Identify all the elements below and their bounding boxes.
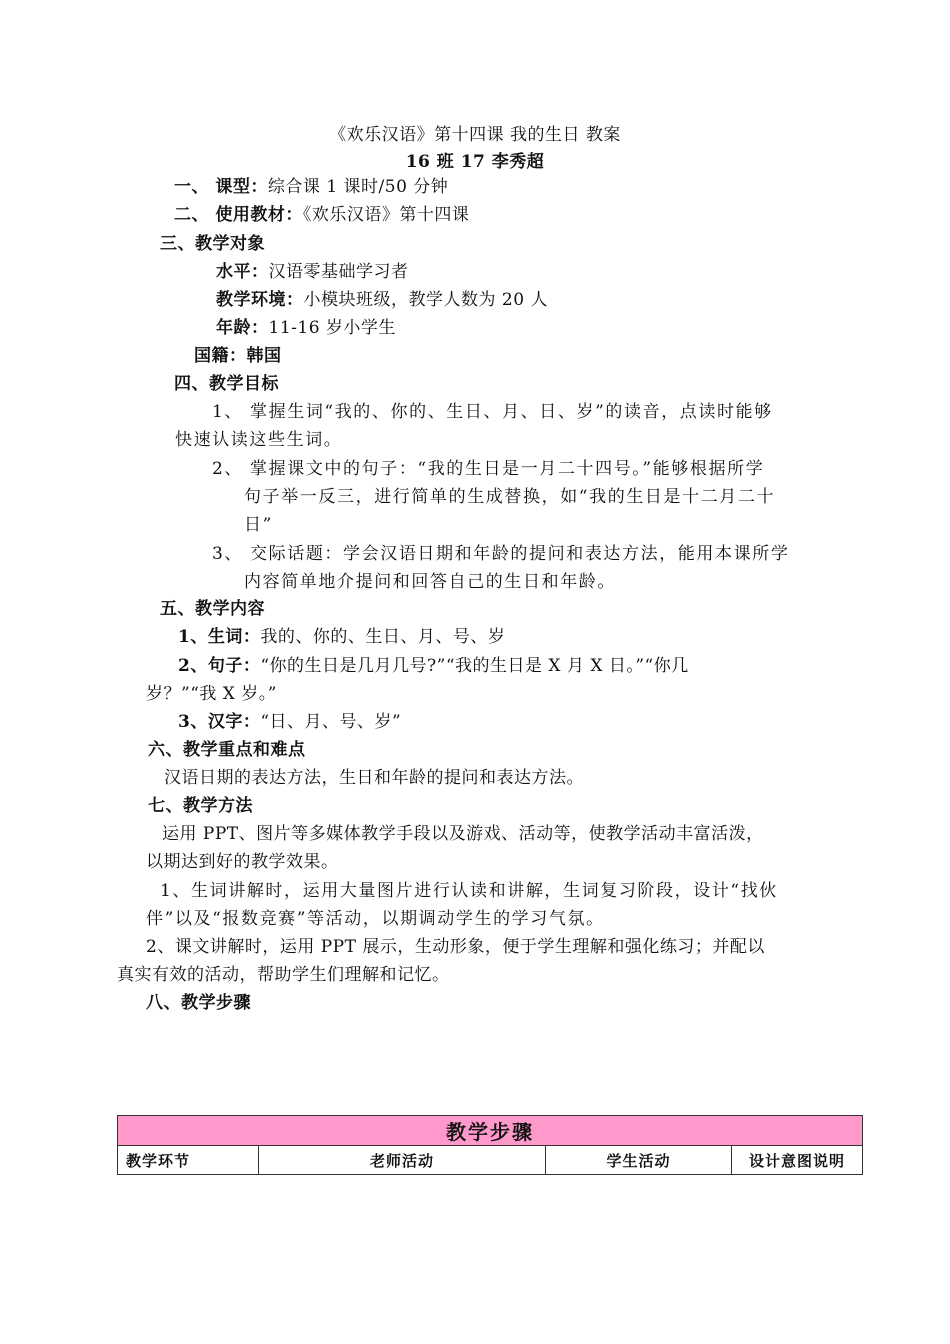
column-header-student: 学生活动 bbox=[546, 1146, 732, 1175]
nationality-line: 国籍：韩国 bbox=[194, 346, 282, 366]
content-3-label: 3、汉字： bbox=[178, 712, 261, 732]
section-6-text: 汉语日期的表达方法，生日和年龄的提问和表达方法。 bbox=[164, 768, 584, 788]
level-text: 汉语零基础学习者 bbox=[268, 262, 409, 282]
section-2-label: 二、 使用教材： bbox=[174, 205, 303, 225]
goal-2-line-1: 2、 掌握课文中的句子：“我的生日是一月二十四号。”能够根据所学 bbox=[212, 459, 765, 479]
content-2 bbox=[178, 655, 689, 677]
content-2-line-2: 岁？”“我 X 岁。” bbox=[146, 684, 277, 704]
section-1-text: 综合课 1 课时/50 分钟 bbox=[267, 177, 449, 197]
goal-1-line-2: 快速认读这些生词。 bbox=[175, 430, 343, 450]
level-label: 水平： bbox=[216, 262, 269, 282]
method-line-2: 以期达到好的教学效果。 bbox=[146, 852, 339, 872]
section-7-heading: 七、教学方法 bbox=[148, 796, 253, 816]
method-1-line-2: 伴”以及“报数竞赛”等活动，以期调动学生的学习气氛。 bbox=[146, 909, 605, 929]
section-8-heading: 八、教学步骤 bbox=[146, 993, 251, 1013]
age-label: 年龄： bbox=[216, 318, 269, 338]
goal-2-line-2: 句子举一反三，进行简单的生成替换，如“我的生日是十二月二十 bbox=[244, 487, 776, 507]
section-6-heading: 六、教学重点和难点 bbox=[148, 740, 306, 760]
content-2-label: 2、句子： bbox=[178, 656, 261, 676]
section-5-heading: 五、教学内容 bbox=[160, 599, 265, 619]
content-1 bbox=[178, 626, 505, 648]
content-1-label: 1、生词： bbox=[178, 627, 261, 647]
goal-3-line-1: 3、 交际话题：学会汉语日期和年龄的提问和表达方法，能用本课所学 bbox=[212, 544, 790, 564]
teaching-steps-table bbox=[117, 1115, 863, 1175]
section-3-heading: 三、教学对象 bbox=[160, 234, 265, 254]
table-column-row bbox=[118, 1146, 863, 1175]
column-header-design: 设计意图说明 bbox=[732, 1146, 863, 1175]
age-line bbox=[216, 317, 396, 339]
section-2 bbox=[174, 204, 469, 226]
document-subtitle: 16 班 17 李秀超 bbox=[405, 152, 545, 172]
column-header-teacher: 老师活动 bbox=[259, 1146, 546, 1175]
level-line bbox=[216, 261, 409, 283]
table-header-row bbox=[118, 1116, 863, 1146]
content-1-text: 我的、你的、生日、月、号、岁 bbox=[260, 627, 506, 647]
environment-line bbox=[216, 289, 548, 311]
section-1-label: 一、 课型： bbox=[174, 177, 268, 197]
content-3 bbox=[178, 711, 401, 733]
method-1-line-1: 1、生词讲解时，运用大量图片进行认读和讲解，生词复习阶段，设计“找伙 bbox=[160, 881, 778, 901]
environment-label: 教学环境： bbox=[216, 290, 304, 310]
content-3-text: “日、月、号、岁” bbox=[260, 712, 402, 732]
environment-text: 小模块班级，教学人数为 20 人 bbox=[303, 290, 548, 310]
column-header-stage: 教学环节 bbox=[118, 1146, 259, 1175]
section-4-heading: 四、教学目标 bbox=[174, 374, 279, 394]
method-2-line-2: 真实有效的活动，帮助学生们理解和记忆。 bbox=[117, 965, 450, 985]
method-line-1: 运用 PPT、图片等多媒体教学手段以及游戏、活动等，使教学活动丰富活泼， bbox=[162, 824, 764, 844]
content-2-text: “你的生日是几月几号?”“我的生日是 X 月 X 日。”“你几 bbox=[260, 656, 689, 676]
goal-1-line-1: 1、 掌握生词“我的、你的、生日、月、日、岁”的读音，点读时能够 bbox=[212, 402, 773, 422]
document-title: 《欢乐汉语》第十四课 我的生日 教案 bbox=[329, 125, 621, 145]
goal-3-line-2: 内容简单地介提问和回答自己的生日和年龄。 bbox=[244, 572, 616, 592]
method-2-line-1: 2、课文讲解时，运用 PPT 展示，生动形象，便于学生理解和强化练习；并配以 bbox=[146, 937, 765, 957]
table-title: 教学步骤 bbox=[118, 1116, 863, 1146]
age-text: 11-16 岁小学生 bbox=[268, 318, 396, 338]
section-1 bbox=[174, 176, 448, 198]
goal-2-line-3: 日” bbox=[244, 515, 273, 535]
section-2-text: 《欢乐汉语》第十四课 bbox=[302, 205, 470, 225]
